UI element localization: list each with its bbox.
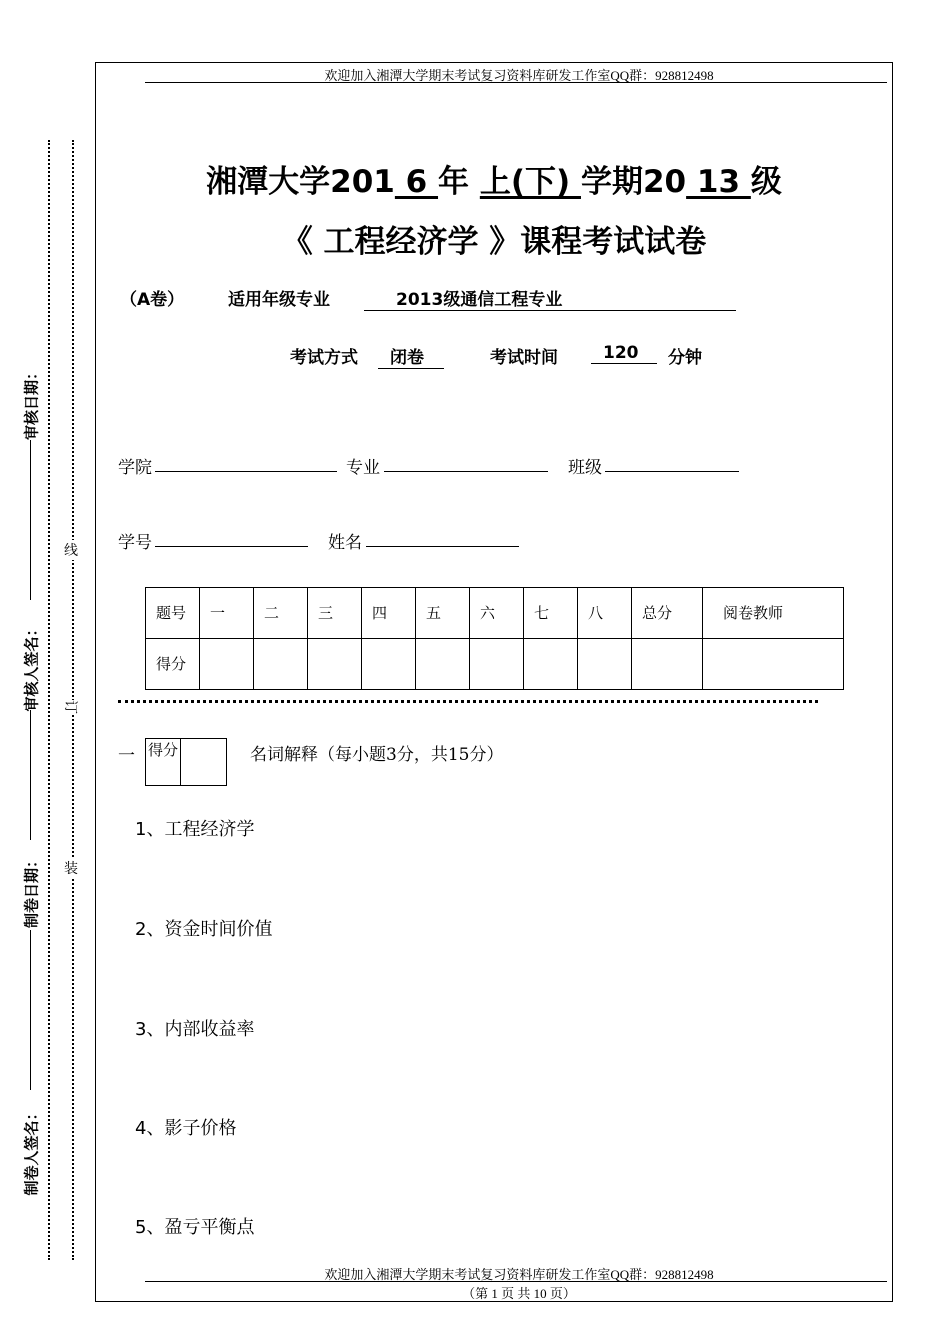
time-value: 120 <box>591 343 657 364</box>
title-line-2: 《 工程经济学 》课程考试试卷 <box>281 224 707 260</box>
prepare-date-blank[interactable] <box>30 930 31 1090</box>
table-cell: 一 <box>200 588 254 639</box>
score-cell[interactable] <box>703 639 844 690</box>
student-id-field[interactable] <box>155 546 308 547</box>
score-cell[interactable] <box>362 639 416 690</box>
binding-dotted-line-outer <box>48 140 50 1260</box>
header-text: 欢迎加入湘潭大学期末考试复习资料库研发工作室QQ群：928812498 <box>324 68 714 83</box>
score-table-header-row <box>146 588 844 639</box>
table-cell: 六 <box>470 588 524 639</box>
score-cell[interactable] <box>578 639 632 690</box>
grade-label: 适用年级专业 <box>228 290 330 310</box>
section-score-box <box>145 738 227 786</box>
time-unit: 分钟 <box>668 348 702 368</box>
table-cell: 题号 <box>146 588 200 639</box>
question-item: 4、影子价格 <box>135 1118 237 1139</box>
major-label: 专业 <box>346 458 380 478</box>
line-char: 线 <box>64 540 78 560</box>
preparer-sign-label: 制卷人签名： <box>22 1105 41 1196</box>
auditor-sign-label: 审核人签名： <box>22 621 41 712</box>
score-cell[interactable] <box>470 639 524 690</box>
score-table <box>145 587 844 690</box>
section-score-label: 得分 <box>146 739 181 785</box>
table-cell: 得分 <box>146 639 200 690</box>
table-cell: 总分 <box>632 588 703 639</box>
score-table-score-row <box>146 639 844 690</box>
question-item: 5、盈亏平衡点 <box>135 1217 255 1238</box>
score-cell[interactable] <box>200 639 254 690</box>
auditor-sign-blank[interactable] <box>30 710 31 840</box>
question-item: 3、内部收益率 <box>135 1019 255 1040</box>
score-cell[interactable] <box>632 639 703 690</box>
title-line-1: 湘潭大学201 6 年 上(下) 学期20 13 级 <box>206 164 782 200</box>
score-cell[interactable] <box>524 639 578 690</box>
bind-char: 订 <box>61 700 81 714</box>
table-cell: 八 <box>578 588 632 639</box>
footer-rule <box>145 1281 887 1282</box>
class-label: 班级 <box>568 458 602 478</box>
question-item: 2、资金时间价值 <box>135 919 273 940</box>
footer-text: 欢迎加入湘潭大学期末考试复习资料库研发工作室QQ群：928812498 <box>324 1267 714 1282</box>
score-cell[interactable] <box>308 639 362 690</box>
table-cell: 四 <box>362 588 416 639</box>
separator-dotted-line <box>118 700 818 703</box>
grade-value: 2013级通信工程专业 <box>364 285 736 311</box>
table-cell: 七 <box>524 588 578 639</box>
student-id-label: 学号 <box>118 533 152 553</box>
section-score-input[interactable] <box>181 739 226 785</box>
time-label: 考试时间 <box>490 348 558 368</box>
major-field[interactable] <box>384 471 548 472</box>
table-cell: 五 <box>416 588 470 639</box>
prepare-date-label: 制卷日期： <box>22 853 41 929</box>
paper-type: （A卷） <box>120 290 185 310</box>
college-label: 学院 <box>118 458 152 478</box>
name-field[interactable] <box>366 546 519 547</box>
page-counter: （第 1 页 共 10 页） <box>462 1286 576 1301</box>
table-cell: 三 <box>308 588 362 639</box>
table-cell: 阅卷教师 <box>703 588 844 639</box>
method-value: 闭卷 <box>378 343 444 369</box>
section-number: 一 <box>118 746 135 766</box>
install-char: 装 <box>64 858 78 878</box>
audit-date-blank[interactable] <box>30 440 31 600</box>
question-item: 1、工程经济学 <box>135 819 255 840</box>
audit-date-label: 审核日期： <box>22 365 41 441</box>
score-cell[interactable] <box>254 639 308 690</box>
method-label: 考试方式 <box>290 348 358 368</box>
class-field[interactable] <box>605 471 739 472</box>
name-label: 姓名 <box>328 533 362 553</box>
college-field[interactable] <box>155 471 337 472</box>
score-cell[interactable] <box>416 639 470 690</box>
table-cell: 二 <box>254 588 308 639</box>
section-title: 名词解释（每小题3分，共15分） <box>250 745 504 765</box>
